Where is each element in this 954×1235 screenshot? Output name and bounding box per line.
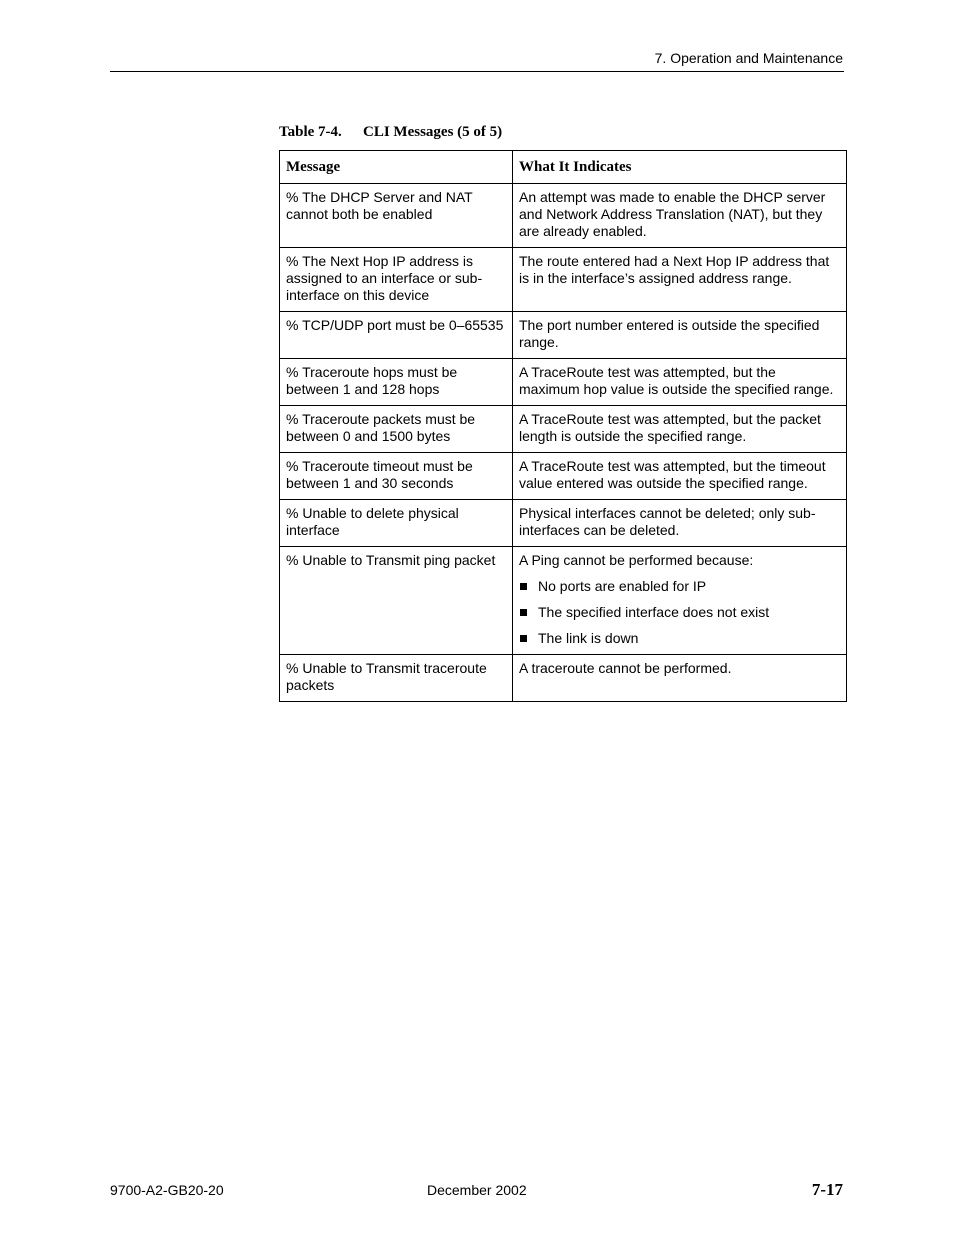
bullet-item — [519, 604, 840, 621]
indicates-cell: The route entered had a Next Hop IP address that is in the interface’s assigned address range. — [513, 248, 847, 312]
column-header-indicates: What It Indicates — [513, 151, 847, 184]
indicates-cell: Physical interfaces cannot be deleted; only sub-interfaces can be deleted. — [513, 500, 847, 547]
indicates-cell: A TraceRoute test was attempted, but the packet length is outside the specified range. — [513, 406, 847, 453]
square-bullet-icon — [520, 583, 527, 590]
square-bullet-icon — [520, 609, 527, 616]
indicates-cell — [513, 547, 847, 655]
table-header-row — [280, 151, 847, 184]
bullet-text: The link is down — [538, 630, 639, 646]
message-cell: % The DHCP Server and NAT cannot both be enabled — [280, 184, 513, 248]
message-cell: % Traceroute timeout must be between 1 and 30 seconds — [280, 453, 513, 500]
bullet-text: The specified interface does not exist — [538, 604, 770, 620]
table-row — [280, 500, 847, 547]
footer-doc-number: 9700-A2-GB20-20 — [110, 1182, 224, 1198]
message-cell: % Unable to delete physical interface — [280, 500, 513, 547]
bullet-list — [519, 578, 840, 647]
message-cell: % Unable to Transmit traceroute packets — [280, 655, 513, 702]
message-cell: % Traceroute packets must be between 0 and 1500 bytes — [280, 406, 513, 453]
table-number: Table 7-4. — [279, 124, 342, 140]
table-row — [280, 547, 847, 655]
footer-date: December 2002 — [427, 1182, 527, 1198]
running-header: 7. Operation and Maintenance — [654, 50, 843, 66]
table-row — [280, 359, 847, 406]
bullet-text: No ports are enabled for IP — [538, 578, 707, 594]
indicates-cell: A traceroute cannot be performed. — [513, 655, 847, 702]
table-row — [280, 312, 847, 359]
cli-messages-table — [279, 150, 847, 702]
table-row — [280, 184, 847, 248]
table-caption — [279, 124, 502, 141]
indicates-cell: A TraceRoute test was attempted, but the timeout value entered was outside the specified range. — [513, 453, 847, 500]
table-row — [280, 248, 847, 312]
bullet-item — [519, 578, 840, 595]
message-cell: % Traceroute hops must be between 1 and 128 hops — [280, 359, 513, 406]
table-row — [280, 406, 847, 453]
bullet-item — [519, 630, 840, 647]
table-row — [280, 655, 847, 702]
header-rule — [110, 71, 844, 72]
message-cell: % Unable to Transmit ping packet — [280, 547, 513, 655]
message-cell: % The Next Hop IP address is assigned to an interface or sub-interface on this device — [280, 248, 513, 312]
indicates-cell: The port number entered is outside the specified range. — [513, 312, 847, 359]
message-cell: % TCP/UDP port must be 0–65535 — [280, 312, 513, 359]
column-header-message: Message — [280, 151, 513, 184]
square-bullet-icon — [520, 635, 527, 642]
table-title: CLI Messages (5 of 5) — [363, 124, 503, 140]
indicates-text: A Ping cannot be performed because: — [519, 552, 754, 568]
indicates-cell: A TraceRoute test was attempted, but the maximum hop value is outside the specified range. — [513, 359, 847, 406]
indicates-cell: An attempt was made to enable the DHCP server and Network Address Translation (NAT), but they are already enabled. — [513, 184, 847, 248]
table-row — [280, 453, 847, 500]
page-number: 7-17 — [811, 1180, 843, 1199]
